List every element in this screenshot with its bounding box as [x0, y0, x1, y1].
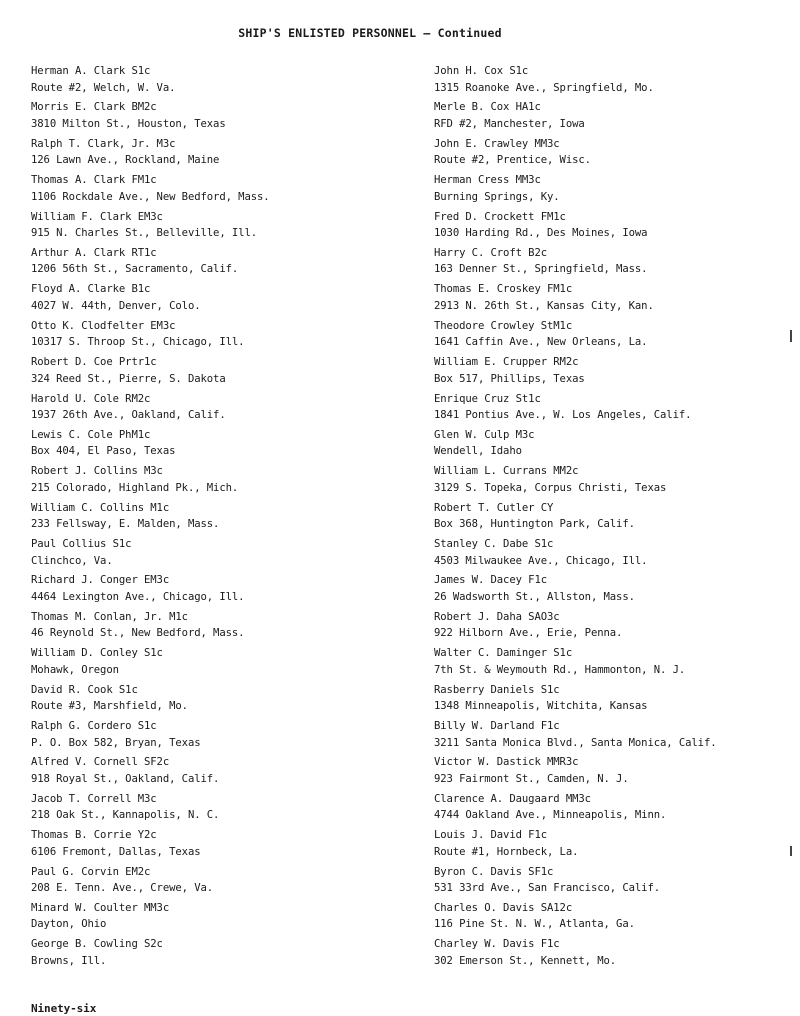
personnel-name: Harold U. Cole RM2c	[31, 392, 151, 405]
personnel-address: Route #3, Marshfield, Mo.	[31, 700, 188, 713]
personnel-entry	[31, 427, 401, 463]
personnel-entry	[434, 245, 800, 281]
personnel-address: 1348 Minneapolis, Witchita, Kansas	[434, 700, 648, 713]
personnel-address: 4744 Oakland Ave., Minneapolis, Minn.	[434, 809, 667, 822]
personnel-name: William D. Conley S1c	[31, 647, 163, 660]
personnel-entry	[31, 318, 401, 354]
left-column	[31, 63, 401, 973]
personnel-name: Robert J. Daha SAO3c	[434, 610, 560, 623]
personnel-entry	[434, 63, 800, 99]
personnel-entry	[434, 718, 800, 754]
personnel-entry	[434, 209, 800, 245]
personnel-address: 7th St. & Weymouth Rd., Hammonton, N. J.	[434, 663, 686, 676]
personnel-address: 2913 N. 26th St., Kansas City, Kan.	[434, 299, 654, 312]
personnel-entry	[434, 391, 800, 427]
personnel-name: Rasberry Daniels S1c	[434, 683, 560, 696]
personnel-entry	[31, 63, 401, 99]
personnel-name: Ralph G. Cordero S1c	[31, 720, 157, 733]
personnel-address: 3810 Milton St., Houston, Texas	[31, 117, 226, 130]
personnel-entry	[434, 936, 800, 972]
personnel-address: Dayton, Ohio	[31, 918, 107, 931]
personnel-entry	[31, 536, 401, 572]
personnel-name: Victor W. Dastick MMR3c	[434, 756, 579, 769]
personnel-entry	[434, 318, 800, 354]
personnel-address: 116 Pine St. N. W., Atlanta, Ga.	[434, 918, 635, 931]
personnel-address: 302 Emerson St., Kennett, Mo.	[434, 954, 617, 967]
personnel-entry	[31, 463, 401, 499]
personnel-name: George B. Cowling S2c	[31, 938, 163, 951]
personnel-entry	[31, 209, 401, 245]
personnel-entry	[434, 354, 800, 390]
personnel-address: 1106 Rockdale Ave., New Bedford, Mass.	[31, 190, 270, 203]
personnel-name: Herman Cress MM3c	[434, 174, 541, 187]
personnel-name: Paul G. Corvin EM2c	[31, 865, 151, 878]
personnel-name: Thomas E. Croskey FM1c	[434, 283, 573, 296]
personnel-entry	[31, 354, 401, 390]
personnel-entry	[434, 99, 800, 135]
personnel-entry	[31, 500, 401, 536]
personnel-name: Morris E. Clark BM2c	[31, 101, 157, 114]
personnel-entry	[31, 281, 401, 317]
personnel-entry	[434, 536, 800, 572]
personnel-address: 3129 S. Topeka, Corpus Christi, Texas	[434, 481, 667, 494]
personnel-address: 46 Reynold St., New Bedford, Mass.	[31, 627, 245, 640]
personnel-name: Jacob T. Correll M3c	[31, 792, 157, 805]
personnel-address: 26 Wadsworth St., Allston, Mass.	[434, 590, 635, 603]
personnel-entry	[31, 645, 401, 681]
personnel-address: 4027 W. 44th, Denver, Colo.	[31, 299, 201, 312]
personnel-address: Box 368, Huntington Park, Calif.	[434, 518, 635, 531]
personnel-address: Wendell, Idaho	[434, 445, 522, 458]
personnel-address: 923 Fairmont St., Camden, N. J.	[434, 772, 629, 785]
personnel-entry	[31, 172, 401, 208]
personnel-entry	[31, 682, 401, 718]
personnel-address: 324 Reed St., Pierre, S. Dakota	[31, 372, 226, 385]
personnel-name: Thomas M. Conlan, Jr. M1c	[31, 610, 188, 623]
right-column	[434, 63, 800, 973]
personnel-address: Box 404, El Paso, Texas	[31, 445, 176, 458]
personnel-name: John H. Cox S1c	[434, 65, 529, 77]
personnel-address: 918 Royal St., Oakland, Calif.	[31, 772, 220, 785]
personnel-address: 1937 26th Ave., Oakland, Calif.	[31, 409, 226, 422]
personnel-name: Theodore Crowley StM1c	[434, 319, 573, 332]
personnel-address: 233 Fellsway, E. Malden, Mass.	[31, 518, 220, 531]
personnel-name: Otto K. Clodfelter EM3c	[31, 319, 176, 332]
personnel-address: 3211 Santa Monica Blvd., Santa Monica, Calif.	[434, 736, 717, 749]
personnel-address: 10317 S. Throop St., Chicago, Ill.	[31, 336, 245, 349]
personnel-entry	[434, 609, 800, 645]
personnel-address: 6106 Fremont, Dallas, Texas	[31, 845, 201, 858]
personnel-entry	[434, 500, 800, 536]
personnel-address: 215 Colorado, Highland Pk., Mich.	[31, 481, 239, 494]
personnel-address: 922 Hilborn Ave., Erie, Penna.	[434, 627, 623, 640]
margin-mark	[790, 330, 792, 342]
personnel-entry	[31, 609, 401, 645]
personnel-name: Floyd A. Clarke B1c	[31, 283, 151, 296]
personnel-entry	[31, 391, 401, 427]
personnel-entry	[31, 136, 401, 172]
personnel-address: Browns, Ill.	[31, 954, 107, 967]
personnel-entry	[434, 682, 800, 718]
personnel-name: Enrique Cruz St1c	[434, 392, 541, 405]
personnel-name: William C. Collins M1c	[31, 501, 170, 514]
personnel-address: 1206 56th St., Sacramento, Calif.	[31, 263, 239, 276]
personnel-address: 126 Lawn Ave., Rockland, Maine	[31, 154, 220, 167]
personnel-name: Thomas A. Clark FM1c	[31, 174, 157, 187]
personnel-entry	[31, 754, 401, 790]
personnel-name: William E. Crupper RM2c	[434, 356, 579, 369]
personnel-entry	[31, 864, 401, 900]
personnel-entry	[434, 136, 800, 172]
personnel-entry	[434, 463, 800, 499]
personnel-entry	[434, 900, 800, 936]
personnel-address: P. O. Box 582, Bryan, Texas	[31, 736, 201, 749]
personnel-name: William F. Clark EM3c	[31, 210, 163, 223]
personnel-entry	[434, 827, 800, 863]
personnel-address: 163 Denner St., Springfield, Mass.	[434, 263, 648, 276]
personnel-address: 4503 Milwaukee Ave., Chicago, Ill.	[434, 554, 648, 567]
personnel-entry	[31, 900, 401, 936]
personnel-name: Arthur A. Clark RT1c	[31, 246, 157, 259]
personnel-name: Herman A. Clark S1c	[31, 65, 151, 77]
personnel-entry	[434, 281, 800, 317]
personnel-address: Route #2, Welch, W. Va.	[31, 81, 176, 94]
personnel-name: Merle B. Cox HA1c	[434, 101, 541, 114]
personnel-name: Richard J. Conger EM3c	[31, 574, 170, 587]
personnel-name: Glen W. Culp M3c	[434, 428, 535, 441]
personnel-address: 208 E. Tenn. Ave., Crewe, Va.	[31, 882, 214, 895]
personnel-entry	[434, 645, 800, 681]
personnel-address: Route #2, Prentice, Wisc.	[434, 154, 591, 167]
personnel-name: Walter C. Daminger S1c	[434, 647, 573, 660]
personnel-address: 218 Oak St., Kannapolis, N. C.	[31, 809, 220, 822]
personnel-name: James W. Dacey F1c	[434, 574, 548, 587]
margin-mark	[790, 846, 792, 856]
personnel-address: Clinchco, Va.	[31, 554, 113, 567]
personnel-name: Robert J. Collins M3c	[31, 465, 163, 478]
personnel-name: Billy W. Darland F1c	[434, 720, 560, 733]
personnel-name: Stanley C. Dabe S1c	[434, 538, 554, 551]
personnel-name: John E. Crawley MM3c	[434, 137, 560, 150]
personnel-entry	[31, 718, 401, 754]
personnel-entry	[31, 791, 401, 827]
personnel-entry	[434, 754, 800, 790]
personnel-name: Robert D. Coe Prtr1c	[31, 356, 157, 369]
personnel-name: Byron C. Davis SF1c	[434, 865, 554, 878]
personnel-name: Louis J. David F1c	[434, 829, 548, 842]
personnel-address: 1030 Harding Rd., Des Moines, Iowa	[434, 227, 648, 240]
personnel-address: 915 N. Charles St., Belleville, Ill.	[31, 227, 258, 240]
personnel-address: Burning Springs, Ky.	[434, 190, 560, 203]
personnel-name: Ralph T. Clark, Jr. M3c	[31, 137, 176, 150]
personnel-entry	[434, 864, 800, 900]
personnel-name: William L. Currans MM2c	[434, 465, 579, 478]
personnel-entry	[31, 572, 401, 608]
personnel-entry	[31, 827, 401, 863]
personnel-entry	[31, 245, 401, 281]
personnel-name: Charles O. Davis SA12c	[434, 901, 573, 914]
personnel-address: Box 517, Phillips, Texas	[434, 372, 585, 385]
personnel-address: 4464 Lexington Ave., Chicago, Ill.	[31, 590, 245, 603]
personnel-address: RFD #2, Manchester, Iowa	[434, 117, 585, 130]
personnel-entry	[434, 427, 800, 463]
personnel-name: Paul Collius S1c	[31, 538, 132, 551]
personnel-address: Mohawk, Oregon	[31, 663, 119, 676]
personnel-name: Alfred V. Cornell SF2c	[31, 756, 170, 769]
personnel-entry	[434, 172, 800, 208]
personnel-name: Robert T. Cutler CY	[434, 501, 554, 514]
personnel-address: Route #1, Hornbeck, La.	[434, 845, 579, 858]
personnel-name: Thomas B. Corrie Y2c	[31, 829, 157, 842]
personnel-name: Minard W. Coulter MM3c	[31, 901, 170, 914]
personnel-name: Fred D. Crockett FM1c	[434, 210, 566, 223]
personnel-name: Charley W. Davis F1c	[434, 938, 560, 951]
personnel-name: Clarence A. Daugaard MM3c	[434, 792, 591, 805]
personnel-entry	[31, 936, 401, 972]
personnel-entry	[31, 99, 401, 135]
personnel-address: 1841 Pontius Ave., W. Los Angeles, Calif.	[434, 409, 692, 422]
personnel-name: Harry C. Croft B2c	[434, 246, 548, 259]
personnel-entry	[434, 572, 800, 608]
personnel-name: David R. Cook S1c	[31, 683, 138, 696]
personnel-entry	[434, 791, 800, 827]
personnel-address: 1315 Roanoke Ave., Springfield, Mo.	[434, 81, 654, 94]
personnel-address: 1641 Caffin Ave., New Orleans, La.	[434, 336, 648, 349]
personnel-name: Lewis C. Cole PhM1c	[31, 428, 151, 441]
page-title: SHIP'S ENLISTED PERSONNEL — Continued	[238, 26, 502, 40]
page-number: Ninety-six	[31, 1002, 97, 1015]
personnel-address: 531 33rd Ave., San Francisco, Calif.	[434, 882, 661, 895]
